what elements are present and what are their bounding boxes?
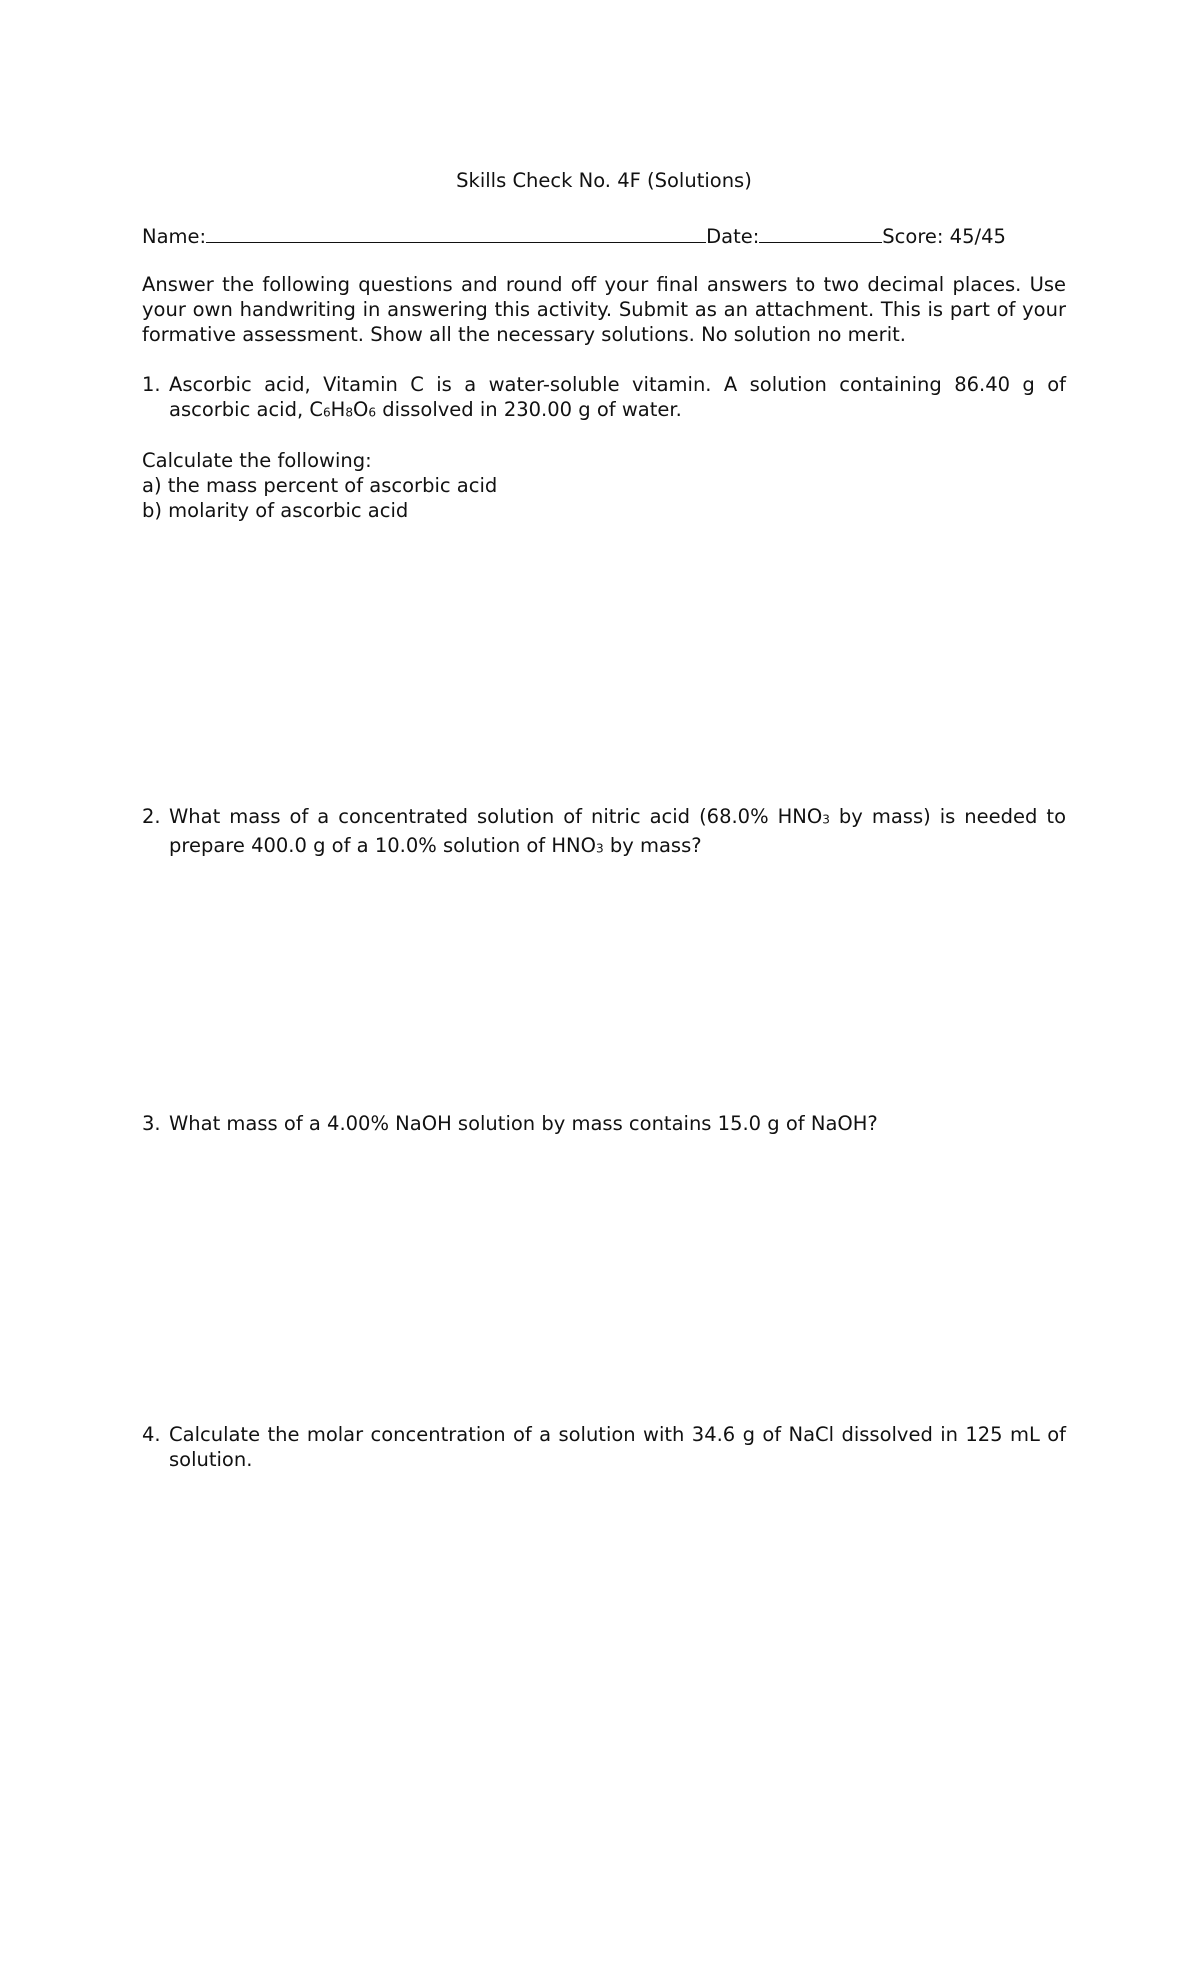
- student-info-line: [142, 222, 1066, 250]
- name-blank[interactable]: [206, 222, 706, 243]
- question-4: [142, 1422, 1066, 1472]
- question-number: 2.: [142, 805, 161, 828]
- date-label: Date:: [706, 225, 760, 248]
- calculate-item-a: a) the mass percent of ascorbic acid: [142, 474, 498, 497]
- question-number: 4.: [142, 1423, 161, 1446]
- question-2: [142, 804, 1066, 861]
- score-label: Score: 45/45: [882, 225, 1006, 248]
- question-1: [142, 372, 1066, 426]
- name-label: Name:: [142, 225, 207, 248]
- date-blank[interactable]: [759, 222, 882, 243]
- question-number: 1.: [142, 373, 161, 396]
- question-text: Ascorbic acid, Vitamin C is a water-soluble vitamin. A solution containing 86.40 g of ascorbic acid, C6H8O6 dissolved in 230.00 g of water.: [169, 373, 1066, 421]
- calculate-heading: Calculate the following:: [142, 449, 372, 472]
- question-text: What mass of a 4.00% NaOH solution by mass contains 15.0 g of NaOH?: [169, 1112, 878, 1135]
- calculate-section: [142, 448, 1066, 523]
- question-number: 3.: [142, 1112, 161, 1135]
- instructions: Answer the following questions and round off your final answers to two decimal places. Use your own handwriting in answering this activity. Submit as an attachment. This is part of your formative assessment. Show all the necessary solutions. No solution no merit.: [142, 273, 1066, 346]
- calculate-item-b: b) molarity of ascorbic acid: [142, 499, 409, 522]
- page-title: Skills Check No. 4F (Solutions): [456, 169, 752, 192]
- question-3: [142, 1111, 1066, 1136]
- question-text: Calculate the molar concentration of a solution with 34.6 g of NaCl dissolved in 125 mL of solution.: [169, 1423, 1066, 1471]
- question-text: What mass of a concentrated solution of nitric acid (68.0% HNO3 by mass) is needed to prepare 400.0 g of a 10.0% solution of HNO3 by mass?: [169, 805, 1066, 857]
